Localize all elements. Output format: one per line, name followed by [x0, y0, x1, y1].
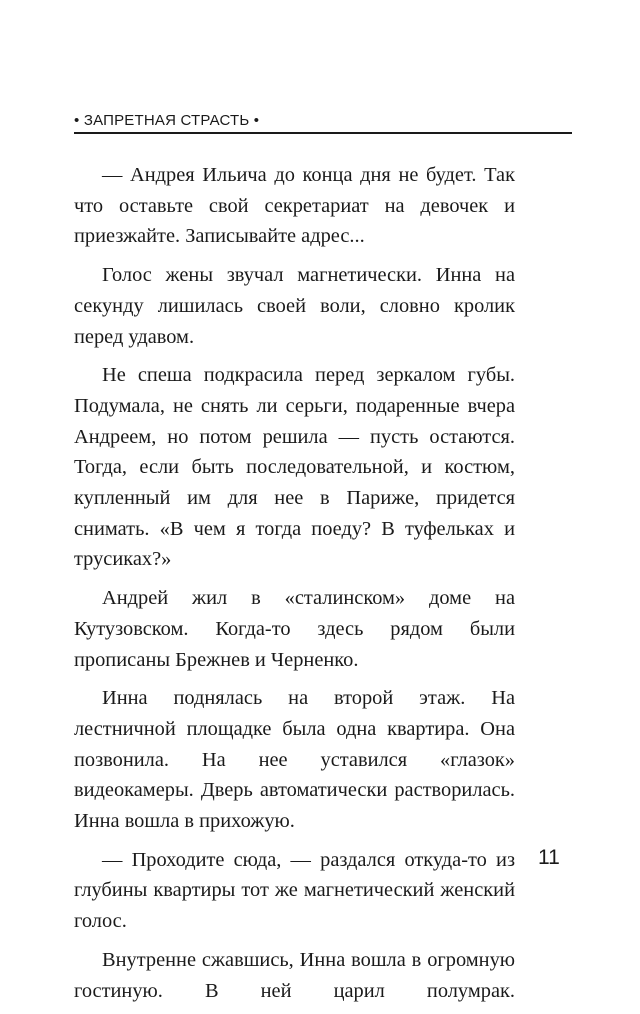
page-body [74, 160, 515, 1014]
paragraph: — Проходите сюда, — раздался откуда-то из глубины квартиры тот же магнетический женский голос. [74, 848, 515, 933]
running-header-title: • ЗАПРЕТНАЯ СТРАСТЬ • [74, 112, 260, 129]
paragraph: Не спеша подкрасила перед зеркалом губы. Подумала, не снять ли серьги, подаренные вчера Андреем, но потом решила — пусть остаются. Тогда, если быть последовательной, и костюм, купленный им для нее в Париже, придется снимать. «В чем я тогда поеду? В туфельках и трусиках?» [74, 364, 515, 571]
paragraph: Голос жены звучал магнетически. Инна на секунду лишилась своей воли, словно кролик перед удавом. [74, 264, 515, 348]
running-header [74, 110, 572, 136]
page-number: 11 [538, 846, 560, 869]
paragraph: Внутренне сжавшись, Инна вошла в огромную гостиную. В ней царил полумрак. [74, 948, 515, 1002]
paragraph: Андрей жил в «сталинском» доме на Кутузовском. Когда-то здесь рядом были прописаны Брежнев и Черненко. [74, 587, 515, 671]
header-rule [74, 132, 572, 134]
paragraph: — Андрея Ильича до конца дня не будет. Так что оставьте свой секретариат на девочек и приезжайте. Записывайте адрес... [74, 164, 515, 248]
paragraph: Инна поднялась на второй этаж. На лестничной площадке была одна квартира. Она позвонила. На нее уставился «глазок» видеокамеры. Дверь автоматически растворилась. Инна вошла в прихожую. [74, 687, 515, 833]
